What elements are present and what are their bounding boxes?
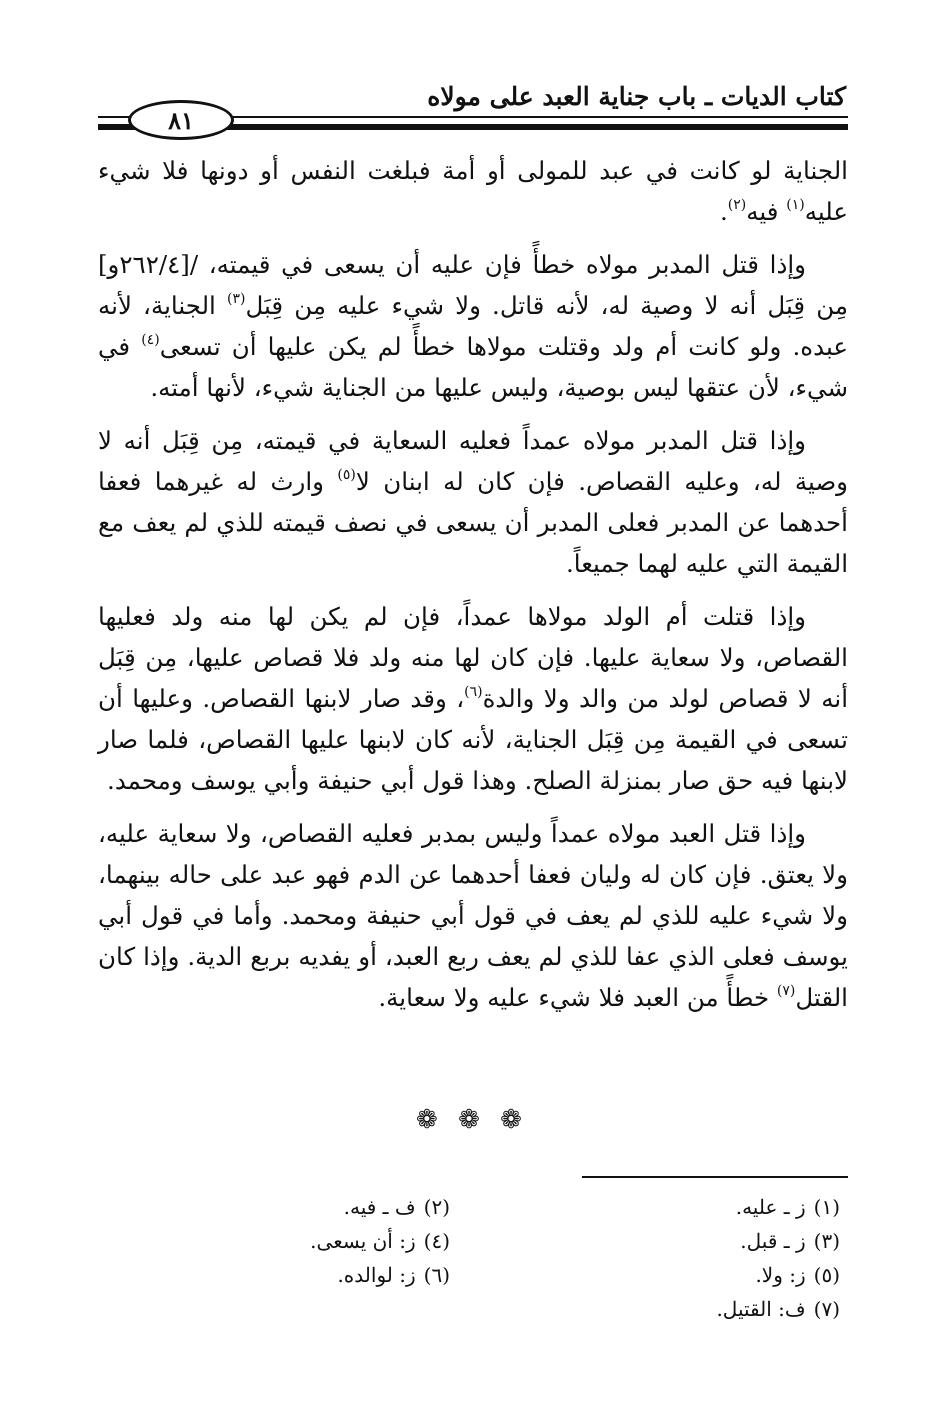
footnote-row (100, 1190, 840, 1224)
footnote-marker: (٥) (337, 467, 356, 483)
footnote-marker: (٢) (727, 197, 747, 213)
paragraph-text: وإذا قتل المدبر مولاه عمداً فعليه السعاية في قيمته، مِن قِبَل أنه لا وصية له، وعليه القصاص. فإن كان له ابنان لا (98, 426, 849, 496)
footnote-5: (٥)ز: ولا. (755, 1263, 840, 1287)
main-text (98, 150, 848, 1030)
footnote-2: (٢)ف ـ فيه. (343, 1195, 450, 1219)
running-header-title: كتاب الديات ـ باب جناية العبد على مولاه (427, 82, 846, 111)
footnote-7: (٧)ف: القتيل. (716, 1297, 840, 1321)
paragraph (98, 244, 848, 408)
footnote-marker: (٧) (776, 983, 796, 999)
paragraph-text: وإذا قتلت أم الولد مولاها عمداً، فإن لم يكن لها منه ولد فعليها القصاص، ولا سعاية عليها. فإن كان لها منه ولد فلا قصاص عليها، مِن قِبَل أنه لا قصاص لولد من والد ولا والدة (98, 602, 849, 713)
footnote-row (100, 1292, 840, 1326)
paragraph (98, 150, 848, 232)
paragraph (98, 596, 848, 801)
footnote-row (100, 1258, 840, 1292)
paragraph-text: وإذا قتل المدبر مولاه خطأً فإن عليه أن يسعى في قيمته، /[٢٦٢/٤و] مِن قِبَل أنه لا وصية له، لأنه قاتل. ولا شيء عليه مِن قِبَل (98, 250, 848, 320)
paragraph-text: فيه (746, 197, 787, 226)
paragraph (98, 420, 848, 584)
paragraph-text: وإذا قتل العبد مولاه عمداً وليس بمدبر فعليه القصاص، ولا سعاية عليه، ولا يعتق. فإن كان له وليان فعفا أحدهما عن الدم فهو عبد على حاله بينهما، ولا شيء عليه للذي لم يعف في قول أبي حنيفة ومحمد. وأما في قول أبي يوسف فعلى الذي عفا للذي لم يعف ربع العبد، أو يفديه بربع الدية. وإذا كان القتل (98, 819, 848, 1012)
paragraph-text: ، وقد صار لابنها القصاص. وعليها أن تسعى في القيمة مِن قِبَل الجناية، لأنه كان لابنها عليها القصاص، فلما صار لابنها فيه حق صار بمنزلة الصلح. وهذا قول أبي حنيفة وأبي يوسف ومحمد. (98, 684, 848, 795)
footnote-row (100, 1224, 840, 1258)
footnote-1: (١)ز ـ عليه. (735, 1195, 840, 1219)
paragraph-text: الجناية لو كانت في عبد للمولى أو أمة فبلغت النفس أو دونها فلا شيء عليه (98, 156, 848, 226)
section-separator: ❁ ❁ ❁ (416, 1105, 528, 1135)
footnote-3: (٣)ز ـ قبل. (740, 1229, 840, 1253)
footnote-marker: (١) (786, 197, 805, 213)
paragraph-text: . (719, 197, 728, 226)
paragraph-text: خطأً من العبد فلا شيء عليه ولا سعاية. (378, 983, 777, 1012)
page-number-oval (128, 100, 234, 140)
paragraph-text: في شيء، لأن عتقها ليس بوصية، وليس عليها من الجناية شيء، لأنها أمته. (98, 332, 848, 402)
footnote-marker: (٣) (226, 291, 246, 307)
footnote-rule (582, 1176, 848, 1178)
paragraph (98, 813, 848, 1018)
page-number: ٨١ (168, 105, 194, 135)
paragraph-text: الجناية، لأنه عبده. ولو كانت أم ولد وقتلت مولاها خطأً لم يكن عليها أن تسعى (98, 291, 848, 361)
footnote-marker: (٤) (141, 332, 160, 348)
footnote-6: (٦)ز: لوالده. (337, 1263, 450, 1287)
footnote-4: (٤)ز: أن يسعى. (310, 1229, 450, 1253)
footnote-marker: (٦) (464, 684, 483, 700)
footnotes (100, 1190, 840, 1326)
paragraph-text: وارث له غيرهما فعفا أحدهما عن المدبر فعلى المدبر أن يسعى في نصف قيمته للذي لم يعف مع القيمة التي عليه لهما جميعاً. (98, 467, 848, 578)
